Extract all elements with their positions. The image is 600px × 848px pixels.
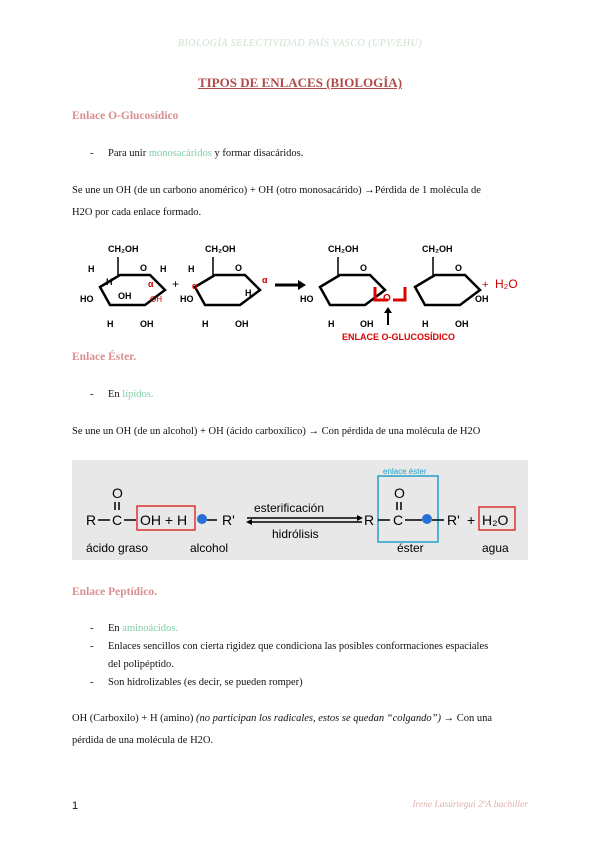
oh-label: OH [235, 319, 249, 329]
o-label: O [394, 485, 405, 501]
glucose-ring-2 [180, 244, 268, 329]
heading-peptidico: Enlace Peptídico. [72, 586, 157, 598]
bond-oxygen: O [383, 293, 391, 304]
oh-label: OH [150, 295, 162, 304]
h-label: H [88, 264, 95, 274]
h2o-label: H₂O [482, 512, 509, 528]
alpha-label: α [148, 279, 154, 289]
h-label: H [107, 319, 114, 329]
oh-label: OH [140, 319, 154, 329]
text-pre: OH (Carboxilo) + H (amino) [72, 713, 194, 724]
glycosidic-bond-diagram [70, 235, 530, 350]
paragraph-ester: Se une un OH (de un alcohol) + OH (ácido carboxílico) → Con pérdida de una molécula de H2O [72, 426, 481, 437]
water-label: H₂O [495, 277, 518, 291]
acido-graso-label: ácido graso [86, 541, 149, 555]
oh-label: OH [475, 294, 489, 304]
glucose-ring-1 [80, 244, 167, 329]
paragraph-glucosidico [72, 180, 532, 224]
ho-label: HO [80, 294, 94, 304]
paragraph-line-2: H2O por cada enlace formado. [72, 207, 202, 218]
heading-o-glucosidico: Enlace O-Glucosídico [72, 110, 179, 122]
oh-label: OH [360, 319, 374, 329]
h-label: H [106, 277, 113, 287]
alpha-label: α [192, 281, 198, 291]
bullet-text: del polipéptido. [108, 659, 174, 670]
ring-oxygen: O [455, 263, 463, 273]
text-italic: (no participan los radicales, estos se quedan “colgando”) [196, 713, 442, 724]
o-label: O [112, 485, 123, 501]
bullet-text-pre: Para unir [108, 148, 147, 159]
ring-oxygen: O [140, 263, 148, 273]
ring-oxygen: O [360, 263, 368, 273]
ch2oh-label: CH₂OH [328, 244, 359, 254]
bullet-text: Son hidrolizables (es decir, se pueden romper) [108, 677, 303, 688]
h-label: H [202, 319, 209, 329]
disaccharide [300, 244, 489, 329]
page-number: 1 [72, 800, 79, 812]
bullet-text-post: y formar disacáridos. [214, 148, 304, 159]
ch2oh-label: CH₂OH [108, 244, 139, 254]
c-label: C [393, 512, 404, 528]
c-label: C [112, 512, 123, 528]
ester-bond-diagram [72, 460, 528, 560]
plus-sign: + [172, 277, 180, 291]
enlace-ester-label: enlace éster [383, 467, 427, 476]
bullet-text-pre: En [108, 623, 120, 634]
h-label: H [160, 264, 167, 274]
alcohol-label: alcohol [190, 541, 229, 555]
h-label: H [422, 319, 429, 329]
paragraph-line-1 [72, 708, 532, 730]
esterificacion-label: esterificación [254, 501, 325, 515]
hidrolisis-label: hidrólisis [272, 527, 319, 541]
agua-label: agua [482, 541, 509, 555]
alpha-label: α [262, 275, 268, 285]
ch2oh-label: CH₂OH [205, 244, 236, 254]
oh-label: OH [455, 319, 469, 329]
paragraph-line-2: pérdida de una molécula de H2O. [72, 735, 214, 746]
r-label: R [364, 512, 375, 528]
ch2oh-label: CH₂OH [422, 244, 453, 254]
plus-sign: + [467, 512, 476, 528]
keyword-monosacaridos: monosacáridos [148, 148, 212, 159]
keyword-aminoacidos: aminoácidos. [122, 623, 178, 634]
bond-caption: ENLACE O-GLUCOSÍDICO [342, 332, 456, 342]
bullet-text: Enlaces sencillos con cierta rigidez que condiciona las posibles conformaciones espaciales [108, 641, 489, 652]
page-title: TIPOS DE ENLACES (BIOLOGÍA) [197, 75, 403, 90]
footer-author: Irene Lasúrtegui 2ºA bachiller [412, 800, 528, 810]
oh-h-label: OH + H [140, 512, 188, 528]
bullet-text-pre: En [108, 389, 120, 400]
page-header: BIOLOGÍA SELECTIVIDAD PAÍS VASCO (UPV/EHU) [177, 38, 423, 49]
heading-ester: Enlace Éster. [72, 351, 137, 363]
h-label: H [328, 319, 335, 329]
h-label: H [245, 288, 252, 298]
plus-sign: + [482, 279, 489, 291]
oh-label: OH [118, 291, 132, 301]
r-prime-label: R' [447, 512, 460, 528]
h-label: H [188, 264, 195, 274]
paragraph-peptidico [72, 708, 532, 752]
text-post: → Con una [443, 713, 493, 724]
keyword-lipidos: lípidos. [122, 389, 154, 400]
ester-label: éster [397, 541, 424, 555]
ho-label: HO [300, 294, 314, 304]
ho-label: HO [180, 294, 194, 304]
r-prime-label: R' [222, 512, 235, 528]
r-label: R [86, 512, 97, 528]
paragraph-line-1: Se une un OH (de un carbono anomérico) + OH (otro monosacárido) →Pérdida de 1 molécula de [72, 185, 481, 196]
ring-oxygen: O [235, 263, 243, 273]
